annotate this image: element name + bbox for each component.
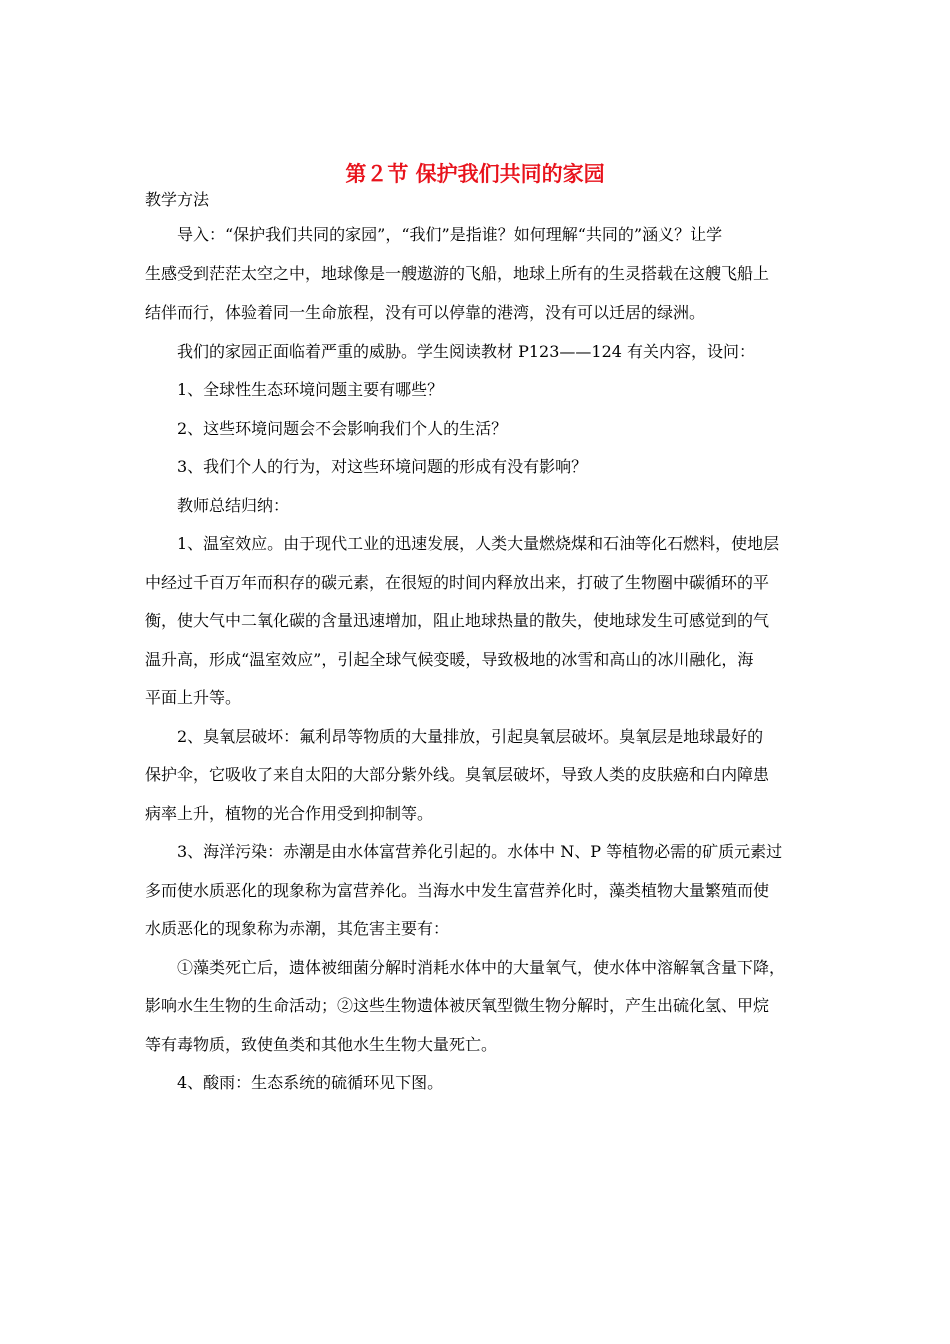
paragraph-line: 多而使水质恶化的现象称为富营养化。当海水中发生富营养化时，藻类植物大量繁殖而使 xyxy=(145,881,770,900)
paragraph-line: 中经过千百万年而积存的碳元素，在很短的时间内释放出来，打破了生物圈中碳循环的平 xyxy=(145,573,770,592)
page-title: 第２节 保护我们共同的家园 xyxy=(345,162,605,186)
paragraph-line: 保护伞，它吸收了来自太阳的大部分紫外线。臭氧层破坏，导致人类的皮肤癌和白内障患 xyxy=(145,765,770,784)
paragraph-line: 3、海洋污染：赤潮是由水体富营养化引起的。水体中 N、P 等植物必需的矿质元素过 xyxy=(177,842,783,861)
paragraph-line: 1、温室效应。由于现代工业的迅速发展，人类大量燃烧煤和石油等化石燃料，使地层 xyxy=(177,534,780,553)
paragraph-line: 生感受到茫茫太空之中，地球像是一艘遨游的飞船，地球上所有的生灵搭载在这艘飞船上 xyxy=(145,264,770,283)
paragraph-line: 病率上升，植物的光合作用受到抑制等。 xyxy=(145,804,434,823)
summary-heading: 教师总结归纳： xyxy=(177,496,290,515)
paragraph-line: 我们的家园正面临着严重的威胁。学生阅读教材 P123——124 有关内容，设问： xyxy=(177,342,756,361)
paragraph-line: 衡，使大气中二氧化碳的含量迅速增加，阻止地球热量的散失，使地球发生可感觉到的气 xyxy=(145,611,770,630)
paragraph-line: 等有毒物质，致使鱼类和其他水生生物大量死亡。 xyxy=(145,1035,498,1054)
paragraph-line: 平面上升等。 xyxy=(145,688,242,707)
paragraph-line: ①藻类死亡后，遗体被细菌分解时消耗水体中的大量氧气，使水体中溶解氧含量下降， xyxy=(177,958,786,977)
question-line: 1、全球性生态环境问题主要有哪些？ xyxy=(177,380,444,399)
paragraph-line: 温升高，形成“温室效应”，引起全球气候变暖，导致极地的冰雪和高山的冰川融化，海 xyxy=(145,650,754,669)
paragraph-line: 结伴而行，体验着同一生命旅程，没有可以停靠的港湾，没有可以迁居的绿洲。 xyxy=(145,303,706,322)
paragraph-line: 导入：“保护我们共同的家园”，“我们”是指谁？如何理解“共同的”涵义？让学 xyxy=(177,225,723,244)
section-label: 教学方法 xyxy=(145,190,210,209)
paragraph-line: 2、臭氧层破坏：氟利昂等物质的大量排放，引起臭氧层破坏。臭氧层是地球最好的 xyxy=(177,727,764,746)
paragraph-line: 水质恶化的现象称为赤潮，其危害主要有： xyxy=(145,919,450,938)
paragraph-line: 影响水生生物的生命活动；②这些生物遗体被厌氧型微生物分解时，产生出硫化氢、甲烷 xyxy=(145,996,770,1015)
question-line: 3、我们个人的行为，对这些环境问题的形成有没有影响？ xyxy=(177,457,588,476)
question-line: 2、这些环境问题会不会影响我们个人的生活？ xyxy=(177,419,508,438)
paragraph-line: 4、酸雨：生态系统的硫循环见下图。 xyxy=(177,1073,444,1092)
